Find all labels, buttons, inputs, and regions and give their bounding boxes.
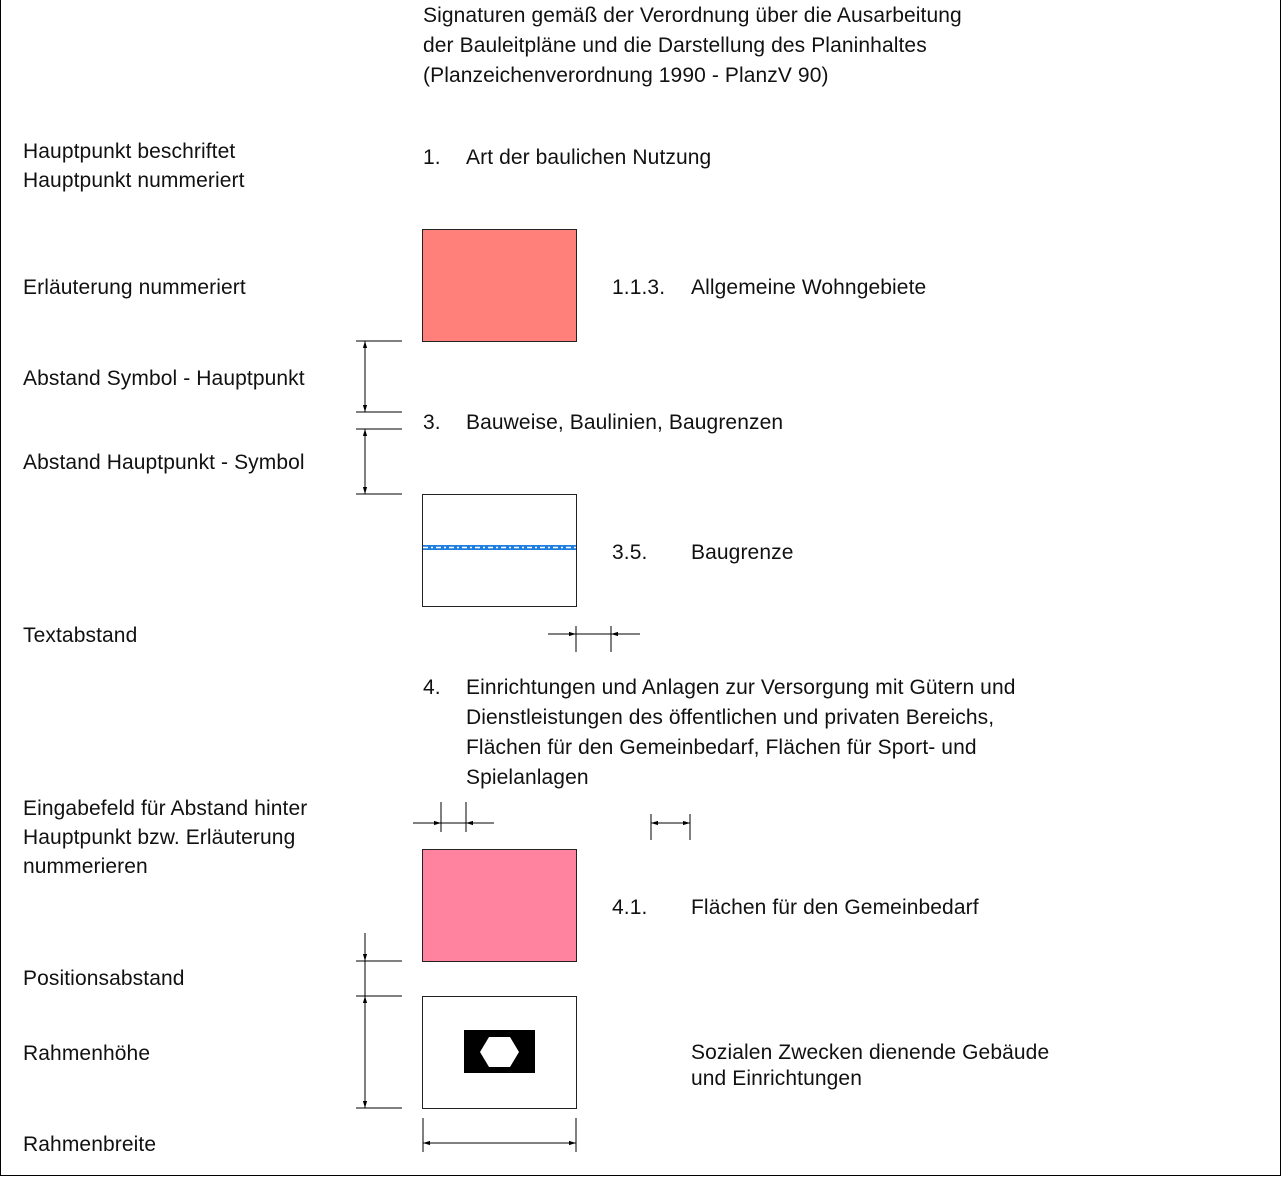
section-3-5-number: 3.5. — [612, 541, 648, 564]
label-erlaeuterung-nummeriert: Erläuterung nummeriert — [23, 276, 246, 299]
section-4-1-title: Flächen für den Gemeinbedarf — [691, 896, 979, 919]
baugrenze-line — [423, 545, 576, 550]
section-1-1-3-number: 1.1.3. — [612, 276, 666, 299]
label-hauptpunkt-beschriftet: Hauptpunkt beschriftet — [23, 140, 236, 163]
section-4-line-3: Flächen für den Gemeinbedarf, Flächen für Sport- und — [466, 736, 977, 759]
section-4-line-2: Dienstleistungen des öffentlichen und privaten Bereichs, — [466, 706, 995, 729]
dim-abstand-hauptpunkt-symbol — [356, 429, 402, 494]
label-eingabefeld-line-1: Eingabefeld für Abstand hinter — [23, 797, 308, 820]
header-line-3: (Planzeichenverordnung 1990 - PlanzV 90) — [423, 64, 829, 87]
label-eingabefeld-line-3: nummerieren — [23, 855, 148, 878]
section-3-title: Bauweise, Baulinien, Baugrenzen — [466, 411, 784, 434]
header-line-1: Signaturen gemäß der Verordnung über die Ausarbeitung — [423, 4, 962, 27]
section-4-line-1: Einrichtungen und Anlagen zur Versorgung mit Gütern und — [466, 676, 1016, 699]
soziale-zwecke-line-2: und Einrichtungen — [691, 1067, 862, 1090]
label-hauptpunkt-nummeriert: Hauptpunkt nummeriert — [23, 169, 245, 192]
dim-rahmenbreite — [423, 1118, 576, 1152]
section-3-number: 3. — [423, 411, 441, 434]
section-4-line-4: Spielanlagen — [466, 766, 589, 789]
dim-abstand-symbol-hauptpunkt — [356, 341, 402, 412]
label-rahmenhoehe: Rahmenhöhe — [23, 1042, 151, 1065]
label-abstand-hauptpunkt-symbol: Abstand Hauptpunkt - Symbol — [23, 451, 305, 474]
label-eingabefeld-line-2: Hauptpunkt bzw. Erläuterung — [23, 826, 296, 849]
label-textabstand: Textabstand — [23, 624, 138, 647]
section-1-number: 1. — [423, 146, 441, 169]
dim-eingabefeld-right — [651, 814, 690, 840]
section-4-1-number: 4.1. — [612, 896, 648, 919]
label-abstand-symbol-hauptpunkt: Abstand Symbol - Hauptpunkt — [23, 367, 305, 390]
dim-textabstand — [548, 626, 640, 652]
header-line-2: der Bauleitpläne und die Darstellung des Planinhaltes — [423, 34, 927, 57]
section-3-5-title: Baugrenze — [691, 541, 794, 564]
dim-eingabefeld-left — [413, 802, 494, 832]
section-1-1-3-title: Allgemeine Wohngebiete — [691, 276, 927, 299]
label-positionsabstand: Positionsabstand — [23, 967, 185, 990]
dim-rahmenhoehe — [356, 996, 402, 1108]
section-1-title: Art der baulichen Nutzung — [466, 146, 712, 169]
label-rahmenbreite: Rahmenbreite — [23, 1133, 157, 1156]
hexagon-symbol-icon — [464, 1030, 535, 1073]
dim-positionsabstand — [356, 933, 402, 996]
soziale-zwecke-line-1: Sozialen Zwecken dienende Gebäude — [691, 1041, 1050, 1064]
section-4-number: 4. — [423, 676, 441, 699]
